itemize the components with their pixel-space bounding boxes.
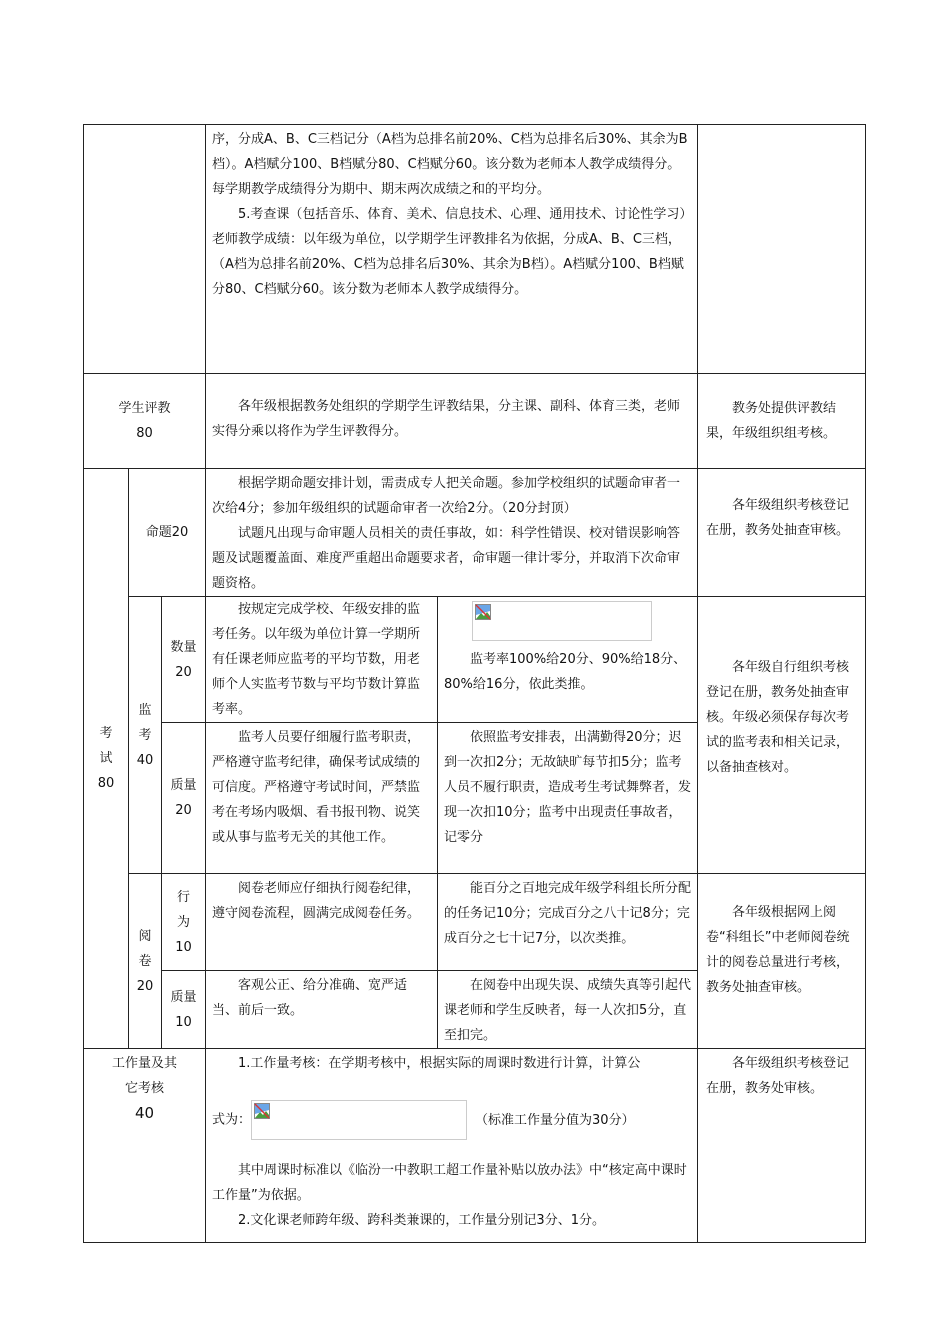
marking-char: 卷 (138, 953, 152, 969)
formula-line (212, 1100, 691, 1140)
marking-behavior-row (84, 874, 866, 971)
content-paragraph: 各年级根据教务处组织的学期学生评教结果，分主课、副科、体育三类，老师实得分乘以将作为学生评教得分。 (212, 399, 681, 439)
content-paragraph: 1.工作量考核：在学期考核中，根据实际的周课时数进行计算，计算公 (238, 1056, 641, 1071)
sub-score: 20 (175, 664, 192, 680)
formula-suffix: （标准工作量分值为30分） (475, 1112, 635, 1128)
content-paragraph: 5.考查课（包括音乐、体育、美术、信息技术、心理、通用技术、讨论性学习）老师教学成绩：以年级为单位，以学期学生评教排名为依据，分成A、B、C三档，（A档为总排名前20%、C档为总排名后30%、其余为B档）。A档赋分100、B档赋分80、C档赋分60。该分数为老师本人教学成绩得分。 (212, 207, 686, 297)
marking-quality-label (162, 971, 206, 1049)
proctor-char: 监 (138, 702, 152, 718)
broken-image-icon (251, 1100, 467, 1140)
sub-label-char: 行 (177, 889, 191, 905)
formula-prefix: 式为： (212, 1112, 252, 1128)
marking-char: 阅 (138, 928, 152, 944)
student-eval-row (84, 374, 866, 469)
exam-score: 80 (97, 776, 115, 791)
proposition-remark (698, 469, 866, 597)
proctor-quantity-label (162, 597, 206, 723)
student-eval-remark (698, 374, 866, 469)
remark-text: 各年级组织考核登记在册，教务处审核。 (706, 1056, 850, 1096)
marking-behavior-content (206, 874, 438, 971)
proctor-quantity-content (206, 597, 438, 723)
broken-image-icon (472, 601, 652, 641)
content-paragraph: 阅卷老师应仔细执行阅卷纪律，遵守阅卷流程，圆满完成阅卷任务。 (212, 881, 421, 921)
proctor-score: 40 (136, 752, 154, 768)
proctor-quality-label (162, 723, 206, 874)
category-name-line: 工作量及其 (112, 1056, 178, 1071)
remark-text: 各年级自行组织考核登记在册，教务处抽查审核。年级必须保存每次考试的监考表和相关记录，以备抽查核对。 (706, 660, 850, 775)
exam-category (84, 469, 129, 1049)
proposition-content (206, 469, 698, 597)
content-paragraph: 依照监考安排表，出满勤得20分；迟到一次扣2分；无故缺旷每节扣5分；监考人员不履行职责，造成考生考试舞弊者，发现一次扣10分；监考中出现责任事故者，记零分 (444, 730, 692, 845)
marking-quality-standard (438, 971, 698, 1049)
remark-text: 各年级组织考核登记在册，教务处抽查审核。 (706, 498, 850, 538)
empty-remark-cell (698, 125, 866, 374)
proctor-quantity-row (84, 597, 866, 723)
category-score: 80 (136, 426, 153, 441)
sub-score: 10 (175, 939, 192, 955)
category-name: 学生评教 (118, 401, 171, 416)
marking-behavior-label (162, 874, 206, 971)
content-paragraph: 能百分之百地完成年级学科组长所分配的任务记10分；完成百分之八十记8分；完成百分之七十记7分，以次类推。 (444, 881, 692, 946)
continuation-row (84, 125, 866, 374)
exam-char: 考 (99, 726, 113, 741)
proctor-char: 考 (138, 727, 152, 743)
sub-label-char: 为 (177, 914, 191, 930)
marking-score: 20 (136, 978, 154, 994)
remark-text: 教务处提供评教结果，年级组织组考核。 (706, 401, 837, 441)
marking-remark (698, 874, 866, 1049)
content-paragraph: 客观公正、给分准确、宽严适当、前后一致。 (212, 978, 408, 1018)
content-paragraph: 序，分成A、B、C三档记分（A档为总排名前20%、C档为总排名后30%、其余为B档）。A档赋分100、B档赋分80、C档赋分60。该分数为老师本人教学成绩得分。每学期教学成绩得分为期中、期末两次成绩之和的平均分。 (212, 132, 688, 197)
proposition-row (84, 469, 866, 597)
empty-category-cell (84, 125, 206, 374)
content-paragraph: 根据学期命题安排计划，需责成专人把关命题。参加学校组织的试题命审者一次给4分；参加年级组织的试题命审者一次给2分。（20分封顶） (212, 476, 681, 516)
workload-title (84, 1049, 206, 1243)
content-paragraph: 监考人员要仔细履行监考职责，严格遵守监考纪律，确保考试成绩的可信度。严格遵守考试时间，严禁监考在考场内吸烟、看书报刊物、说笑或从事与监考无关的其他工作。 (212, 730, 421, 845)
marking-quality-content (206, 971, 438, 1049)
proctor-quality-content (206, 723, 438, 874)
sub-score: 10 (175, 1014, 192, 1030)
workload-row (84, 1049, 866, 1243)
student-eval-title (84, 374, 206, 469)
exam-char: 试 (99, 751, 113, 766)
sub-label: 质量 (170, 989, 197, 1005)
proctor-quality-standard (438, 723, 698, 874)
remark-text: 各年级根据网上阅卷“科组长”中老师阅卷统计的阅卷总量进行考核，教务处抽查审核。 (706, 905, 850, 995)
sub-label: 数量 (170, 639, 197, 655)
content-paragraph: 其中周课时标准以《临汾一中教职工超工作量补贴以放办法》中“核定高中课时工作量”为依据。 (212, 1163, 687, 1203)
marking-category (129, 874, 162, 1049)
content-paragraph: 按规定完成学校、年级安排的监考任务。以年级为单位计算一学期所有任课老师应监考的平均节数，用老师个人实监考节数与平均节数计算监考率。 (212, 602, 421, 717)
content-paragraph: 试题凡出现与命审题人员相关的责任事故，如：科学性错误、校对错误影响答题及试题覆盖面、难度严重超出命题要求者，命审题一律计零分，并取消下次命审题资格。 (212, 526, 681, 591)
category-name-line: 它考核 (125, 1081, 165, 1096)
proctor-remark (698, 597, 866, 874)
proctor-category (129, 597, 162, 874)
assessment-table (83, 124, 866, 1243)
content-paragraph: 监考率100%给20分、90%给18分、80%给16分，依此类推。 (444, 652, 687, 692)
student-eval-content (206, 374, 698, 469)
proposition-title: 命题20 (129, 469, 206, 597)
content-paragraph: 2.文化课老师跨年级、跨科类兼课的，工作量分别记3分、1分。 (238, 1213, 605, 1228)
sub-label: 质量 (170, 778, 197, 793)
proctor-quantity-standard (438, 597, 698, 723)
teaching-results-content (206, 125, 698, 374)
sub-score: 20 (175, 803, 192, 818)
category-score: 40 (134, 1104, 155, 1122)
content-paragraph: 在阅卷中出现失误、成绩失真等引起代课老师和学生反映者，每一人次扣5分，直至扣完。 (444, 978, 692, 1043)
workload-content (206, 1049, 698, 1243)
workload-remark (698, 1049, 866, 1243)
marking-behavior-standard (438, 874, 698, 971)
